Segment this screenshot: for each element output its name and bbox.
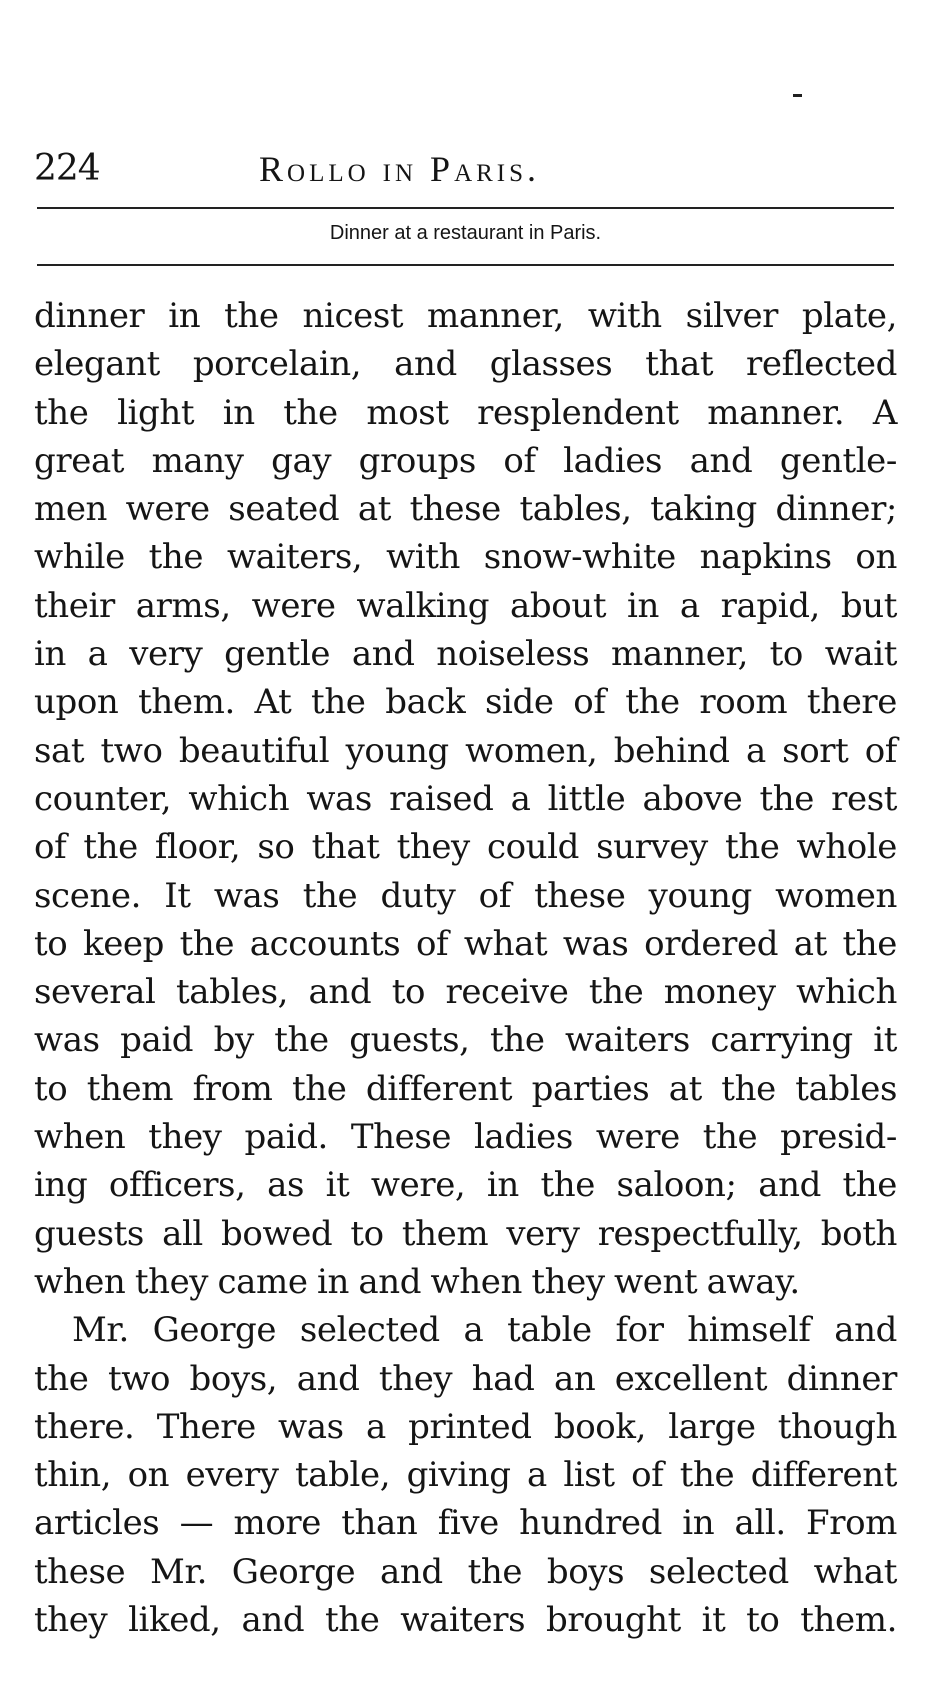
text-line: articles — more than five hundred in all. From [34, 1503, 897, 1544]
page-number: 224 [34, 148, 100, 189]
text-line: guests all bowed to them very respectfully, both [34, 1213, 897, 1254]
text-line: they liked, and the waiters brought it to them. [34, 1600, 897, 1641]
body-text [34, 292, 897, 1644]
text-line: when they came in and when they went away. [34, 1261, 800, 1302]
text-line: there. There was a printed book, large though [34, 1406, 897, 1447]
text-line: the light in the most resplendent manner. A [34, 392, 897, 433]
text-line: dinner in the nicest manner, with silver plate, [34, 296, 897, 336]
text-line: ing officers, as it were, in the saloon; and the [34, 1165, 897, 1206]
book-title: Rollo in Paris. [259, 149, 541, 189]
text-line: in a very gentle and noiseless manner, to wait [34, 634, 897, 675]
text-line: sat two beautiful young women, behind a sort of [34, 730, 897, 771]
text-line: men were seated at these tables, taking dinner; [34, 489, 897, 530]
text-line: scene. It was the duty of these young women [34, 875, 897, 916]
text-line: these Mr. George and the boys selected what [34, 1551, 897, 1592]
text-line: to keep the accounts of what was ordered at the [34, 923, 897, 964]
text-line: the two boys, and they had an excellent dinner [34, 1358, 897, 1399]
text-line: of the floor, so that they could survey the whole [34, 827, 897, 868]
text-line: elegant porcelain, and glasses that reflected [34, 344, 897, 385]
text-line: while the waiters, with snow-white napkins on [34, 537, 897, 578]
text-line: upon them. At the back side of the room there [34, 682, 897, 723]
paragraph [34, 1306, 897, 1644]
text-line: thin, on every table, giving a list of the different [34, 1455, 897, 1496]
text-line: was paid by the guests, the waiters carrying it [34, 1020, 897, 1061]
text-line: counter, which was raised a little above the rest [34, 778, 897, 819]
text-line: several tables, and to receive the money which [34, 972, 897, 1013]
text-line: Mr. George selected a table for himself and [72, 1310, 897, 1351]
caption-bottom-rule [37, 264, 894, 266]
paragraph [34, 292, 897, 1306]
text-line: their arms, were walking about in a rapid, but [34, 585, 897, 626]
running-head [34, 145, 897, 193]
ink-speck [793, 94, 802, 97]
text-line: to them from the different parties at the tables [34, 1068, 897, 1109]
illustration-caption: Dinner at a restaurant in Paris. [329, 222, 602, 244]
text-line: great many gay groups of ladies and gentle- [34, 440, 897, 481]
text-line: when they paid. These ladies were the presid- [34, 1117, 897, 1158]
caption-top-rule [37, 207, 894, 209]
